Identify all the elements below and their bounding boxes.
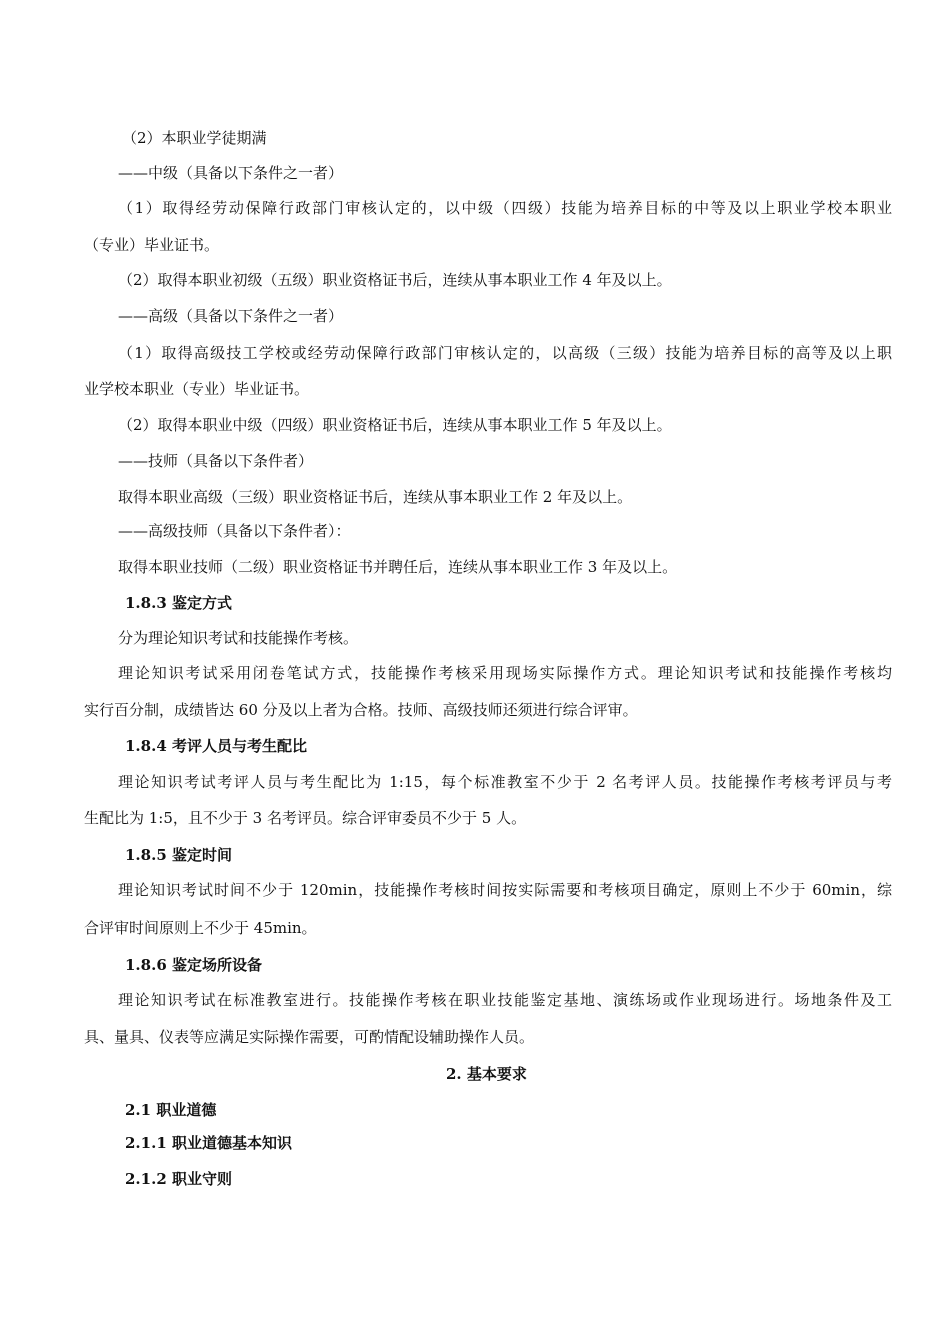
section-heading: 1.8.3 鉴定方式 xyxy=(125,594,232,612)
text-line: 业学校本职业（专业）毕业证书。 xyxy=(84,380,310,398)
text-line: 理论知识考试时间不少于 120min，技能操作考核时间按实际需要和考核项目确定，原则上不少于 60min，综 xyxy=(118,881,892,899)
text-line: （1）取得经劳动保障行政部门审核认定的，以中级（四级）技能为培养目标的中等及以上职业学校本职业 xyxy=(118,199,892,217)
chapter-heading: 2. 基本要求 xyxy=(446,1065,527,1083)
text-line: 生配比为 1:5，且不少于 3 名考评员。综合评审委员不少于 5 人。 xyxy=(84,809,527,827)
text-line: 取得本职业技师（二级）职业资格证书并聘任后，连续从事本职业工作 3 年及以上。 xyxy=(118,558,678,576)
text-line: ——高级（具备以下条件之一者） xyxy=(118,307,344,325)
text-line: ——高级技师（具备以下条件者）： xyxy=(118,522,351,540)
text-line: （2）取得本职业初级（五级）职业资格证书后，连续从事本职业工作 4 年及以上。 xyxy=(118,271,672,289)
text-line: （专业）毕业证书。 xyxy=(84,236,220,254)
text-line: 理论知识考试在标准教室进行。技能操作考核在职业技能鉴定基地、演练场或作业现场进行。场地条件及工 xyxy=(118,991,892,1009)
section-heading: 1.8.5 鉴定时间 xyxy=(125,846,232,864)
text-line: （2）本职业学徒期满 xyxy=(122,129,267,147)
text-line: （1）取得高级技工学校或经劳动保障行政部门审核认定的，以高级（三级）技能为培养目标的高等及以上职 xyxy=(118,344,892,362)
text-line: 实行百分制，成绩皆达 60 分及以上者为合格。技师、高级技师还须进行综合评审。 xyxy=(84,701,638,719)
text-line: 分为理论知识考试和技能操作考核。 xyxy=(118,629,359,647)
section-heading: 2.1.2 职业守则 xyxy=(125,1170,232,1188)
text-line: 合评审时间原则上不少于 45min。 xyxy=(84,919,317,937)
text-line: 理论知识考试采用闭卷笔试方式，技能操作考核采用现场实际操作方式。理论知识考试和技能操作考核均 xyxy=(118,664,892,682)
text-line: ——技师（具备以下条件者） xyxy=(118,452,314,470)
section-heading: 2.1.1 职业道德基本知识 xyxy=(125,1134,292,1152)
section-heading: 1.8.4 考评人员与考生配比 xyxy=(125,737,307,755)
text-line: 取得本职业高级（三级）职业资格证书后，连续从事本职业工作 2 年及以上。 xyxy=(118,488,633,506)
text-line: ——中级（具备以下条件之一者） xyxy=(118,164,344,182)
text-line: （2）取得本职业中级（四级）职业资格证书后，连续从事本职业工作 5 年及以上。 xyxy=(118,416,672,434)
section-heading: 1.8.6 鉴定场所设备 xyxy=(125,956,262,974)
text-line: 具、量具、仪表等应满足实际操作需要，可酌情配设辅助操作人员。 xyxy=(84,1028,535,1046)
text-line: 理论知识考试考评人员与考生配比为 1:15，每个标准教室不少于 2 名考评人员。技能操作考核考评员与考 xyxy=(118,773,892,791)
section-heading: 2.1 职业道德 xyxy=(125,1101,217,1119)
